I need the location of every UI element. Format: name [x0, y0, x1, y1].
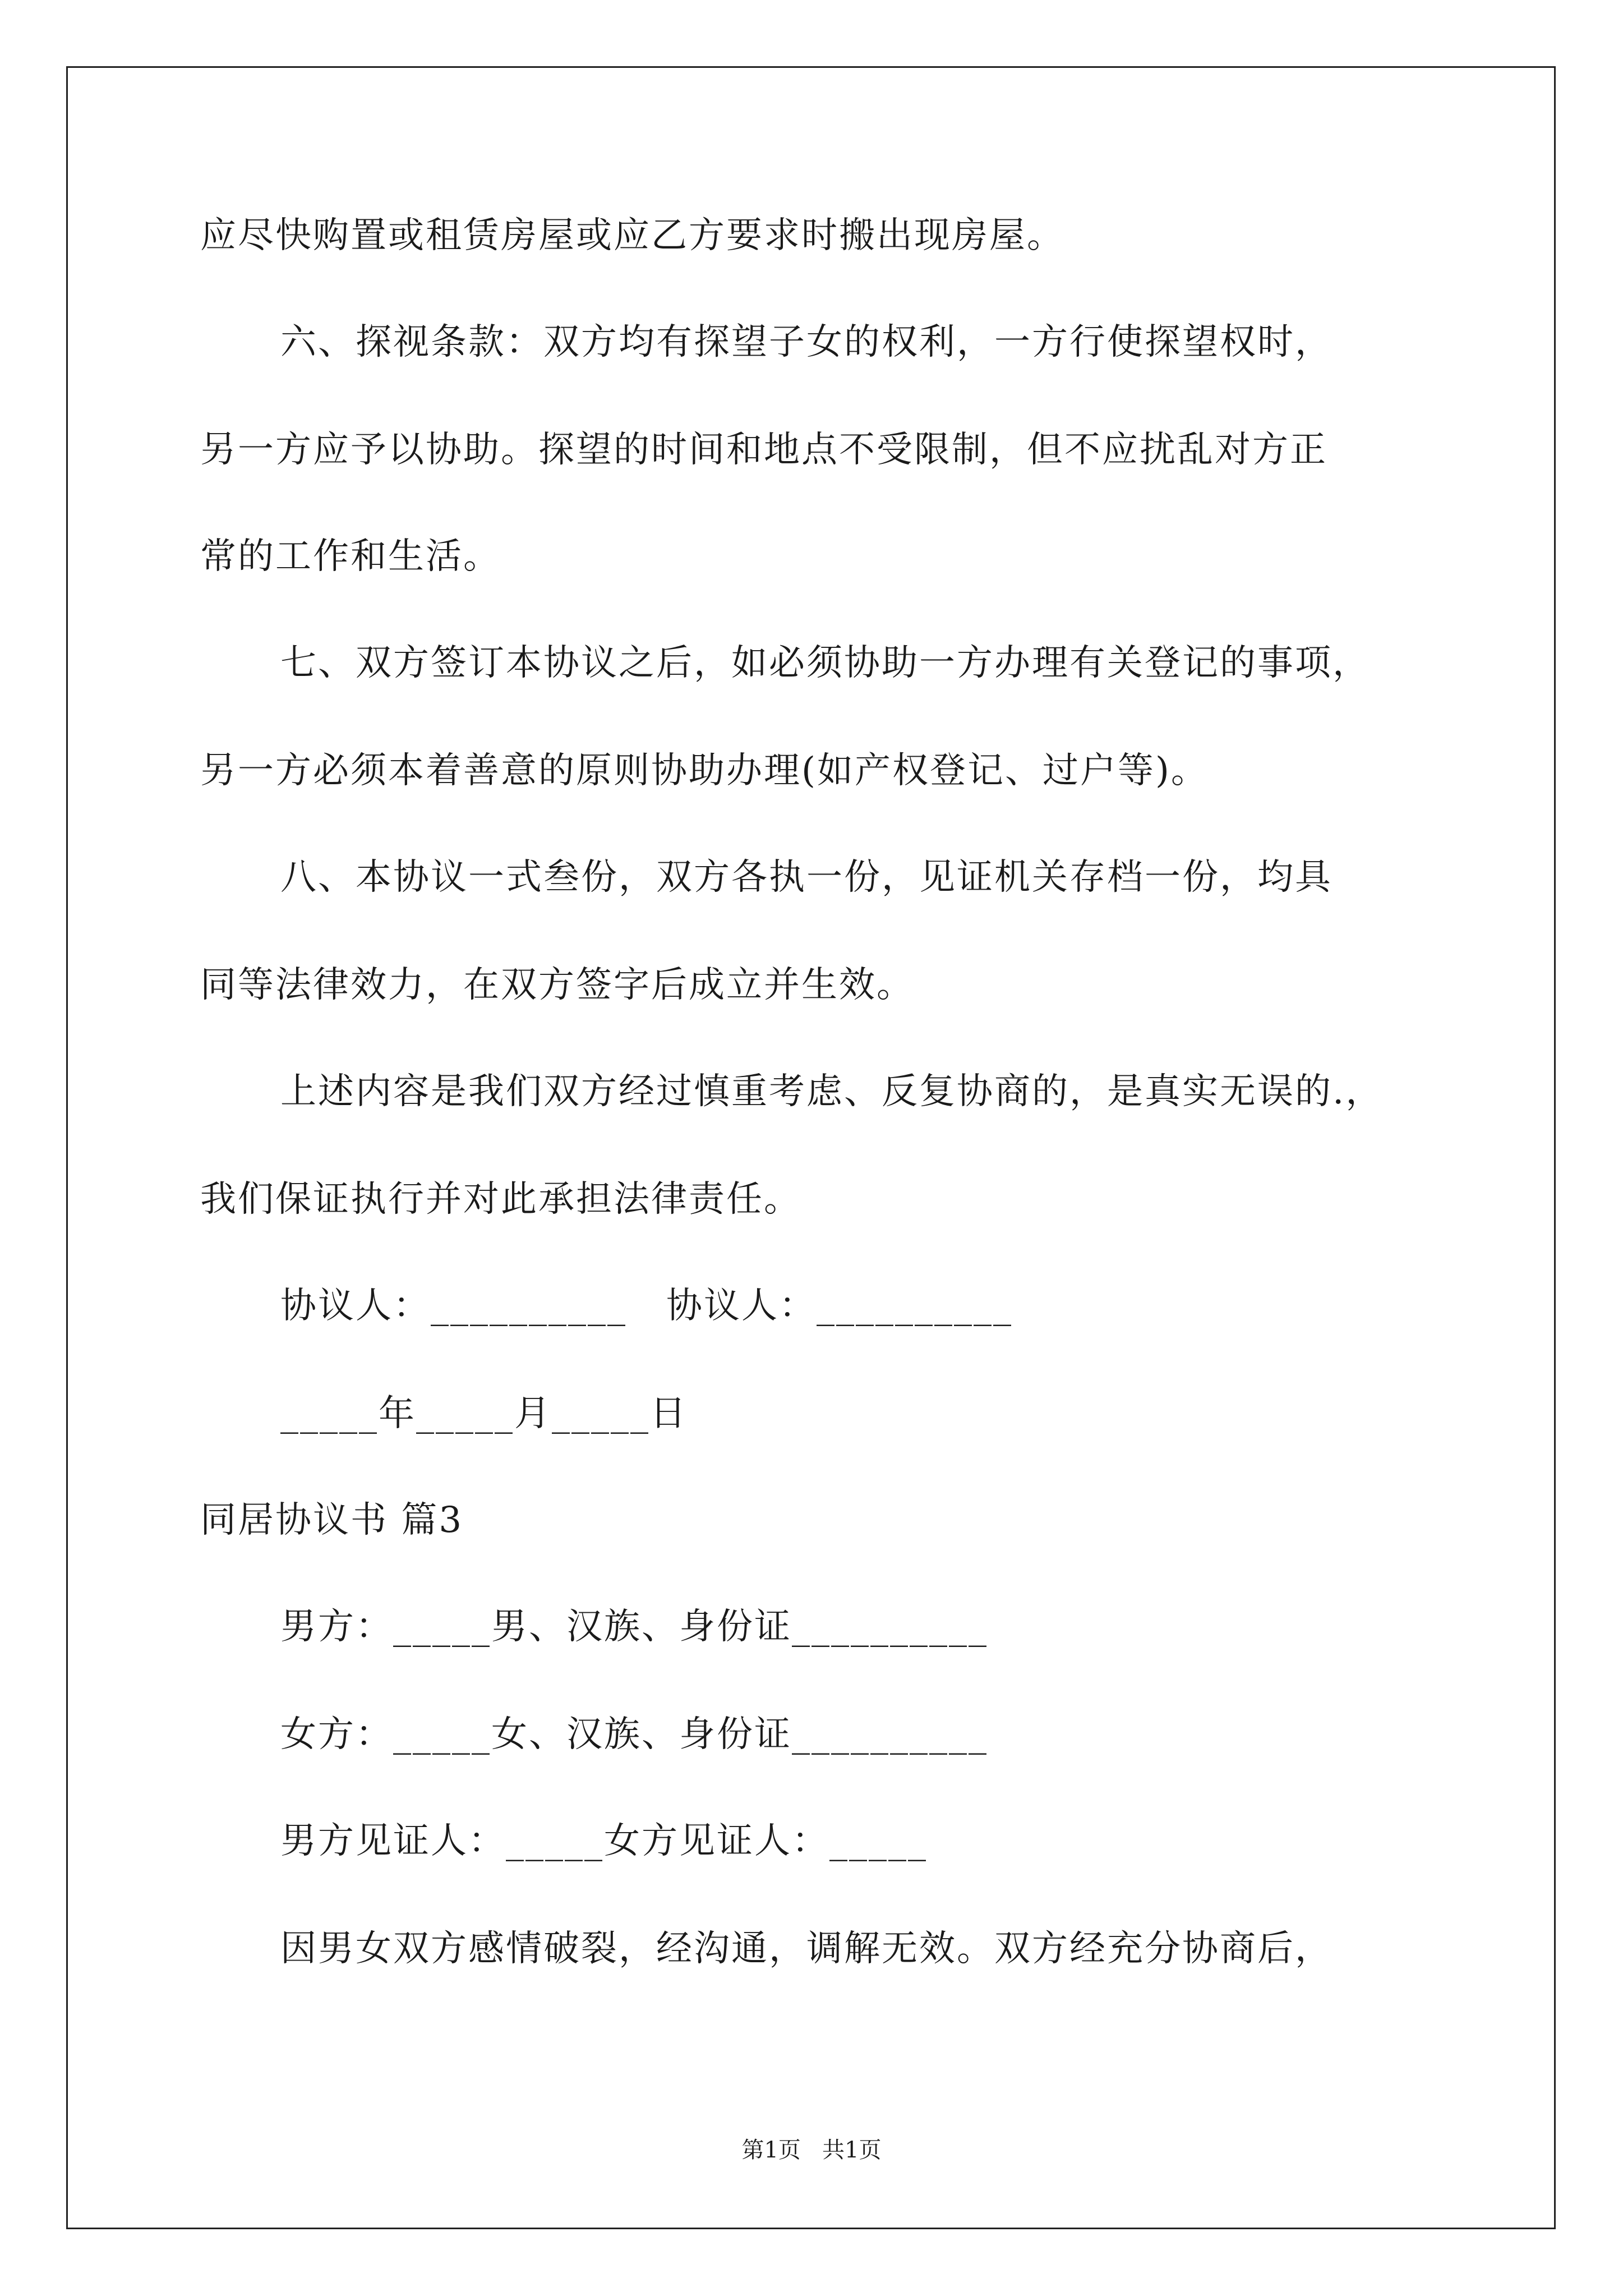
- text-line-5: 七、双方签订本协议之后，如必须协助一方办理有关登记的事项，: [280, 642, 1370, 684]
- text-line-2: 六、探视条款：双方均有探望子女的权利，一方行使探望权时，: [280, 321, 1332, 363]
- text-line-6: 另一方必须本着善意的原则协助办理(如产权登记、过户等)。: [200, 750, 1209, 792]
- text-line-8: 同等法律效力，在双方签字后成立并生效。: [200, 964, 914, 1006]
- text-line-1: 应尽快购置或租赁房屋或应乙方要求时搬出现房屋。: [200, 215, 1064, 256]
- female-party-line: 女方：_____女、汉族、身份证__________: [280, 1714, 988, 1755]
- text-line-4: 常的工作和生活。: [200, 536, 501, 577]
- section-heading: 同居协议书 篇3: [200, 1499, 464, 1541]
- page-frame: [66, 66, 1556, 2229]
- male-party-line: 男方：_____男、汉族、身份证__________: [280, 1606, 988, 1648]
- text-line-10: 我们保证执行并对此承担法律责任。: [200, 1179, 801, 1220]
- page-footer: 第1页 共1页: [741, 2137, 882, 2163]
- date-line: _____年_____月_____日: [280, 1393, 688, 1434]
- text-line-17: 因男女双方感情破裂，经沟通，调解无效。双方经充分协商后，: [280, 1928, 1332, 1970]
- text-line-3: 另一方应予以协助。探望的时间和地点不受限制，但不应扰乱对方正: [200, 429, 1327, 471]
- signature-line: 协议人：__________ 协议人：__________: [280, 1285, 1013, 1327]
- text-line-7: 八、本协议一式叁份，双方各执一份，见证机关存档一份，均具: [280, 857, 1332, 898]
- text-line-9: 上述内容是我们双方经过慎重考虑、反复协商的，是真实无误的.，: [280, 1071, 1384, 1112]
- witness-line: 男方见证人：_____女方见证人：_____: [280, 1820, 928, 1862]
